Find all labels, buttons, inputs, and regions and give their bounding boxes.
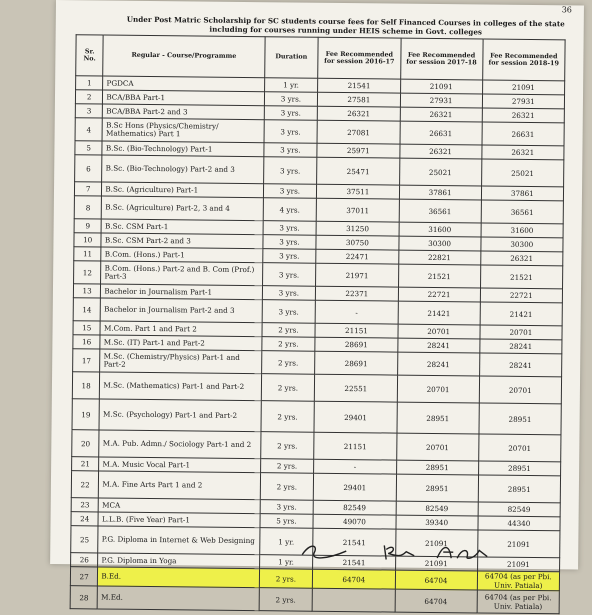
cell-duration: 3 yrs. (264, 92, 318, 107)
header-fee-2018-19: Fee Recommended for session 2018-19 (482, 39, 565, 81)
cell-duration: 3 yrs. (260, 500, 314, 515)
cell-fee-2018-19: 20701 (480, 325, 562, 340)
cell-course: B.Sc. (Agriculture) Part-2, 3 and 4 (102, 196, 263, 221)
cell-sr: 4 (75, 118, 103, 141)
cell-fee-2017-18: 26321 (400, 107, 482, 122)
cell-fee-2016-17: 29401 (314, 473, 396, 501)
table-row (70, 586, 559, 614)
fee-table (70, 34, 566, 614)
cell-course: P.G. Diploma in Yoga (98, 553, 259, 569)
cell-course: M.Ed. (98, 586, 259, 611)
cell-fee-2018-19: 20701 (478, 434, 561, 462)
cell-sr: 13 (73, 284, 101, 298)
table-row (72, 399, 561, 435)
cell-course: PGDCA (103, 76, 264, 92)
cell-fee-2018-19: 31600 (481, 223, 563, 238)
cell-sr: 14 (73, 298, 101, 321)
cell-fee-2017-18: 21091 (395, 556, 477, 571)
header-fee-2016-17: Fee Recommended for session 2016-17 (318, 37, 401, 79)
cell-fee-2016-17: 22551 (315, 374, 397, 402)
cell-sr: 1 (76, 76, 104, 90)
cell-fee-2018-19: 28951 (478, 461, 560, 476)
cell-duration: 2 yrs. (259, 588, 313, 612)
cell-fee-2016-17: 22471 (316, 249, 398, 264)
cell-fee-2017-18: 64704 (395, 570, 477, 590)
document-title: Under Post Matric Scholarship for SC students course fees for Self Financed Courses in colleges of the state including for courses running under HEIS scheme in Govt. colleges (126, 14, 565, 37)
signature-2 (380, 541, 420, 566)
cell-duration: 3 yrs. (264, 106, 318, 121)
cell-course: L.L.B. (Five Year) Part-1 (98, 512, 259, 528)
cell-fee-2017-18: 22721 (398, 287, 480, 302)
cell-duration: 2 yrs. (261, 374, 315, 402)
cell-course: B.Sc. (Agriculture) Part-1 (102, 182, 263, 198)
cell-fee-2018-19: 28241 (480, 339, 562, 354)
table-body (70, 76, 565, 614)
cell-sr: 28 (70, 586, 98, 609)
cell-course: M.Sc. (Mathematics) Part-1 and Part-2 (100, 372, 261, 401)
cell-fee-2018-19: 28241 (479, 353, 562, 377)
cell-fee-2017-18: 28951 (396, 460, 478, 475)
cell-duration: 1 yr. (259, 528, 313, 556)
cell-fee-2018-19: 64704 (as per Pbi. Univ. Patiala) (477, 571, 559, 591)
page-number: 36 (561, 5, 572, 15)
cell-fee-2016-17: 28691 (315, 351, 397, 375)
cell-fee-2016-17: 37011 (316, 198, 398, 222)
cell-fee-2017-18: 20701 (397, 324, 479, 339)
cell-sr: 10 (74, 233, 102, 247)
cell-course: BCA/BBA Part-1 (103, 90, 264, 106)
cell-duration: 4 yrs. (263, 198, 317, 222)
cell-duration: 2 yrs. (260, 432, 314, 460)
cell-sr: 18 (72, 372, 100, 399)
table-header-row (76, 35, 565, 81)
cell-fee-2016-17: 82549 (313, 500, 395, 515)
cell-duration: 2 yrs. (262, 323, 316, 338)
cell-sr: 19 (72, 399, 100, 430)
cell-course: M.A. Music Vocal Part-1 (99, 457, 260, 473)
cell-duration: 3 yrs. (264, 120, 318, 144)
cell-duration: 2 yrs. (261, 401, 315, 433)
cell-fee-2018-19: 28951 (479, 403, 562, 435)
cell-fee-2018-19: 37861 (481, 186, 563, 201)
cell-course: B.Sc. CSM Part-2 and 3 (101, 233, 262, 249)
cell-fee-2017-18: 20701 (397, 375, 479, 403)
cell-sr: 16 (73, 335, 101, 349)
cell-fee-2016-17: 21971 (316, 263, 398, 287)
cell-sr: 15 (73, 321, 101, 335)
cell-duration: 3 yrs. (262, 300, 316, 324)
cell-sr: 20 (72, 430, 100, 457)
cell-sr: 26 (71, 553, 99, 567)
cell-fee-2018-19: 25021 (481, 159, 564, 187)
cell-fee-2017-18: 28951 (396, 402, 479, 434)
cell-fee-2018-19: 26321 (480, 251, 562, 266)
cell-fee-2018-19: 21421 (480, 302, 563, 326)
cell-duration: 3 yrs. (263, 184, 317, 199)
cell-sr: 12 (74, 261, 102, 284)
cell-course: M.Sc. (IT) Part-1 and Part-2 (100, 335, 261, 351)
cell-fee-2017-18: 25021 (399, 158, 481, 186)
cell-fee-2018-19: 22721 (480, 288, 562, 303)
cell-course: Bachelor in Journalism Part-1 (101, 284, 262, 300)
cell-sr: 23 (71, 498, 99, 512)
cell-sr: 6 (75, 155, 103, 182)
cell-fee-2016-17: 25971 (317, 143, 399, 158)
cell-duration: 3 yrs. (262, 286, 316, 301)
cell-duration: 2 yrs. (261, 337, 315, 352)
cell-fee-2018-19: 26321 (482, 108, 564, 123)
cell-fee-2016-17: 27581 (318, 92, 400, 107)
cell-fee-2016-17: 21541 (313, 528, 395, 556)
cell-fee-2017-18: 27931 (400, 93, 482, 108)
cell-sr: 21 (72, 457, 100, 471)
cell-course: B.Sc. CSM Part-1 (101, 219, 262, 235)
cell-fee-2018-19: 30300 (481, 237, 563, 252)
cell-sr: 5 (75, 141, 103, 155)
cell-fee-2017-18: 21091 (395, 529, 477, 557)
cell-fee-2017-18: 21421 (398, 301, 480, 325)
cell-course: B.Sc Hons (Physics/Chemistry/ Mathematics) Part 1 (102, 118, 263, 143)
cell-fee-2017-18: 64704 (395, 589, 477, 613)
cell-fee-2016-17: 27081 (317, 120, 399, 144)
cell-sr: 11 (74, 247, 102, 261)
cell-duration: 3 yrs. (263, 221, 317, 236)
cell-duration: 5 yrs. (260, 514, 314, 529)
cell-fee-2018-19: 21091 (477, 530, 560, 558)
cell-duration: 3 yrs. (262, 235, 316, 250)
cell-fee-2018-19: 21521 (480, 265, 563, 289)
header-duration: Duration (264, 37, 318, 79)
cell-fee-2017-18: 26631 (400, 121, 482, 145)
header-course: Regular - Course/Programme (103, 35, 265, 78)
cell-fee-2018-19: 82549 (478, 502, 560, 517)
cell-fee-2017-18: 28951 (396, 474, 478, 502)
cell-sr: 25 (71, 526, 99, 553)
cell-course: MCA (99, 498, 260, 514)
cell-course: B.Sc. (Bio-Technology) Part-1 (102, 141, 263, 157)
cell-course: B.Com. (Hons.) Part-1 (101, 247, 262, 263)
cell-sr: 22 (71, 471, 99, 498)
cell-fee-2016-17: 31250 (316, 221, 398, 236)
cell-fee-2017-18: 30300 (398, 236, 480, 251)
cell-fee-2016-17: 21151 (314, 432, 396, 460)
cell-fee-2018-19: 26321 (482, 145, 564, 160)
cell-course: BCA/BBA Part-2 and 3 (103, 104, 264, 120)
cell-fee-2016-17: 21151 (315, 323, 397, 338)
cell-fee-2016-17 (312, 588, 394, 612)
cell-fee-2016-17: 64704 (313, 569, 395, 589)
cell-fee-2018-19: 21091 (482, 80, 564, 95)
cell-fee-2018-19: 21091 (477, 557, 559, 572)
cell-fee-2018-19: 20701 (479, 376, 562, 404)
cell-course: M.Com. Part 1 and Part 2 (100, 321, 261, 337)
cell-course: P.G. Diploma in Internet & Web Designing (98, 526, 259, 555)
cell-course: M.Sc. (Chemistry/Physics) Part-1 and Part-2 (100, 349, 261, 374)
cell-duration: 3 yrs. (263, 157, 317, 185)
cell-sr: 3 (75, 104, 103, 118)
cell-duration: 2 yrs. (261, 351, 315, 375)
document-page (50, 0, 584, 612)
cell-duration: 3 yrs. (263, 143, 317, 158)
cell-sr: 9 (74, 219, 102, 233)
cell-course: M.Sc. (Psychology) Part-1 and Part-2 (99, 399, 260, 432)
cell-fee-2018-19: 28951 (478, 475, 561, 503)
cell-fee-2017-18: 28241 (397, 338, 479, 353)
cell-duration: 1 yr. (264, 78, 318, 93)
cell-course: B.Com. (Hons.) Part-2 and B. Com (Prof.) Part-3 (101, 261, 262, 286)
cell-fee-2016-17: 22371 (316, 286, 398, 301)
cell-course: M.A. Pub. Admn./ Sociology Part-1 and 2 (99, 430, 260, 459)
cell-fee-2017-18: 21521 (398, 264, 480, 288)
cell-course: B.Sc. (Bio-Technology) Part-2 and 3 (102, 155, 263, 184)
signature-1 (300, 541, 350, 567)
cell-duration: 2 yrs. (259, 569, 313, 589)
cell-fee-2017-18: 21091 (400, 79, 482, 94)
cell-duration: 3 yrs. (262, 249, 316, 264)
cell-fee-2018-19: 26631 (482, 122, 565, 146)
cell-fee-2017-18: 37861 (399, 185, 481, 200)
cell-sr: 8 (74, 196, 102, 219)
cell-duration: 2 yrs. (260, 459, 314, 474)
cell-fee-2017-18: 39340 (395, 515, 477, 530)
cell-fee-2016-17: 25471 (317, 157, 399, 185)
cell-duration: 3 yrs. (262, 263, 316, 287)
header-sr: Sr. No. (76, 35, 104, 76)
cell-fee-2017-18: 26321 (399, 144, 481, 159)
cell-sr: 7 (74, 182, 102, 196)
cell-fee-2016-17: 49070 (313, 514, 395, 529)
cell-fee-2016-17: 26321 (318, 106, 400, 121)
cell-course: M.A. Fine Arts Part 1 and 2 (99, 471, 260, 500)
cell-sr: 24 (71, 512, 99, 526)
cell-fee-2017-18: 82549 (396, 501, 478, 516)
cell-fee-2016-17: 30750 (316, 235, 398, 250)
cell-sr: 17 (73, 349, 101, 372)
cell-fee-2016-17: 29401 (314, 401, 397, 433)
cell-fee-2017-18: 36561 (399, 199, 481, 223)
cell-duration: 2 yrs. (260, 473, 314, 501)
cell-fee-2016-17: 21541 (313, 555, 395, 570)
cell-fee-2018-19: 64704 (as per Pbi. Univ. Patiala) (477, 590, 560, 614)
cell-fee-2018-19: 27931 (482, 94, 564, 109)
cell-sr: 2 (75, 90, 103, 104)
cell-fee-2016-17: - (315, 300, 397, 324)
cell-fee-2017-18: 31600 (399, 222, 481, 237)
cell-duration: 1 yr. (259, 555, 313, 570)
header-fee-2017-18: Fee Recommended for session 2017-18 (400, 38, 483, 80)
cell-fee-2016-17: - (314, 459, 396, 474)
cell-course: Bachelor in Journalism Part-2 and 3 (101, 298, 262, 323)
cell-fee-2017-18: 28241 (397, 352, 479, 376)
cell-sr: 27 (70, 567, 98, 586)
cell-fee-2016-17: 28691 (315, 337, 397, 352)
cell-fee-2017-18: 22821 (398, 250, 480, 265)
cell-fee-2016-17: 21541 (318, 78, 400, 93)
cell-fee-2016-17: 37511 (317, 184, 399, 199)
cell-fee-2018-19: 44340 (478, 516, 560, 531)
cell-fee-2018-19: 36561 (481, 200, 564, 224)
cell-course: B.Ed. (98, 567, 259, 588)
cell-fee-2017-18: 20701 (396, 433, 478, 461)
